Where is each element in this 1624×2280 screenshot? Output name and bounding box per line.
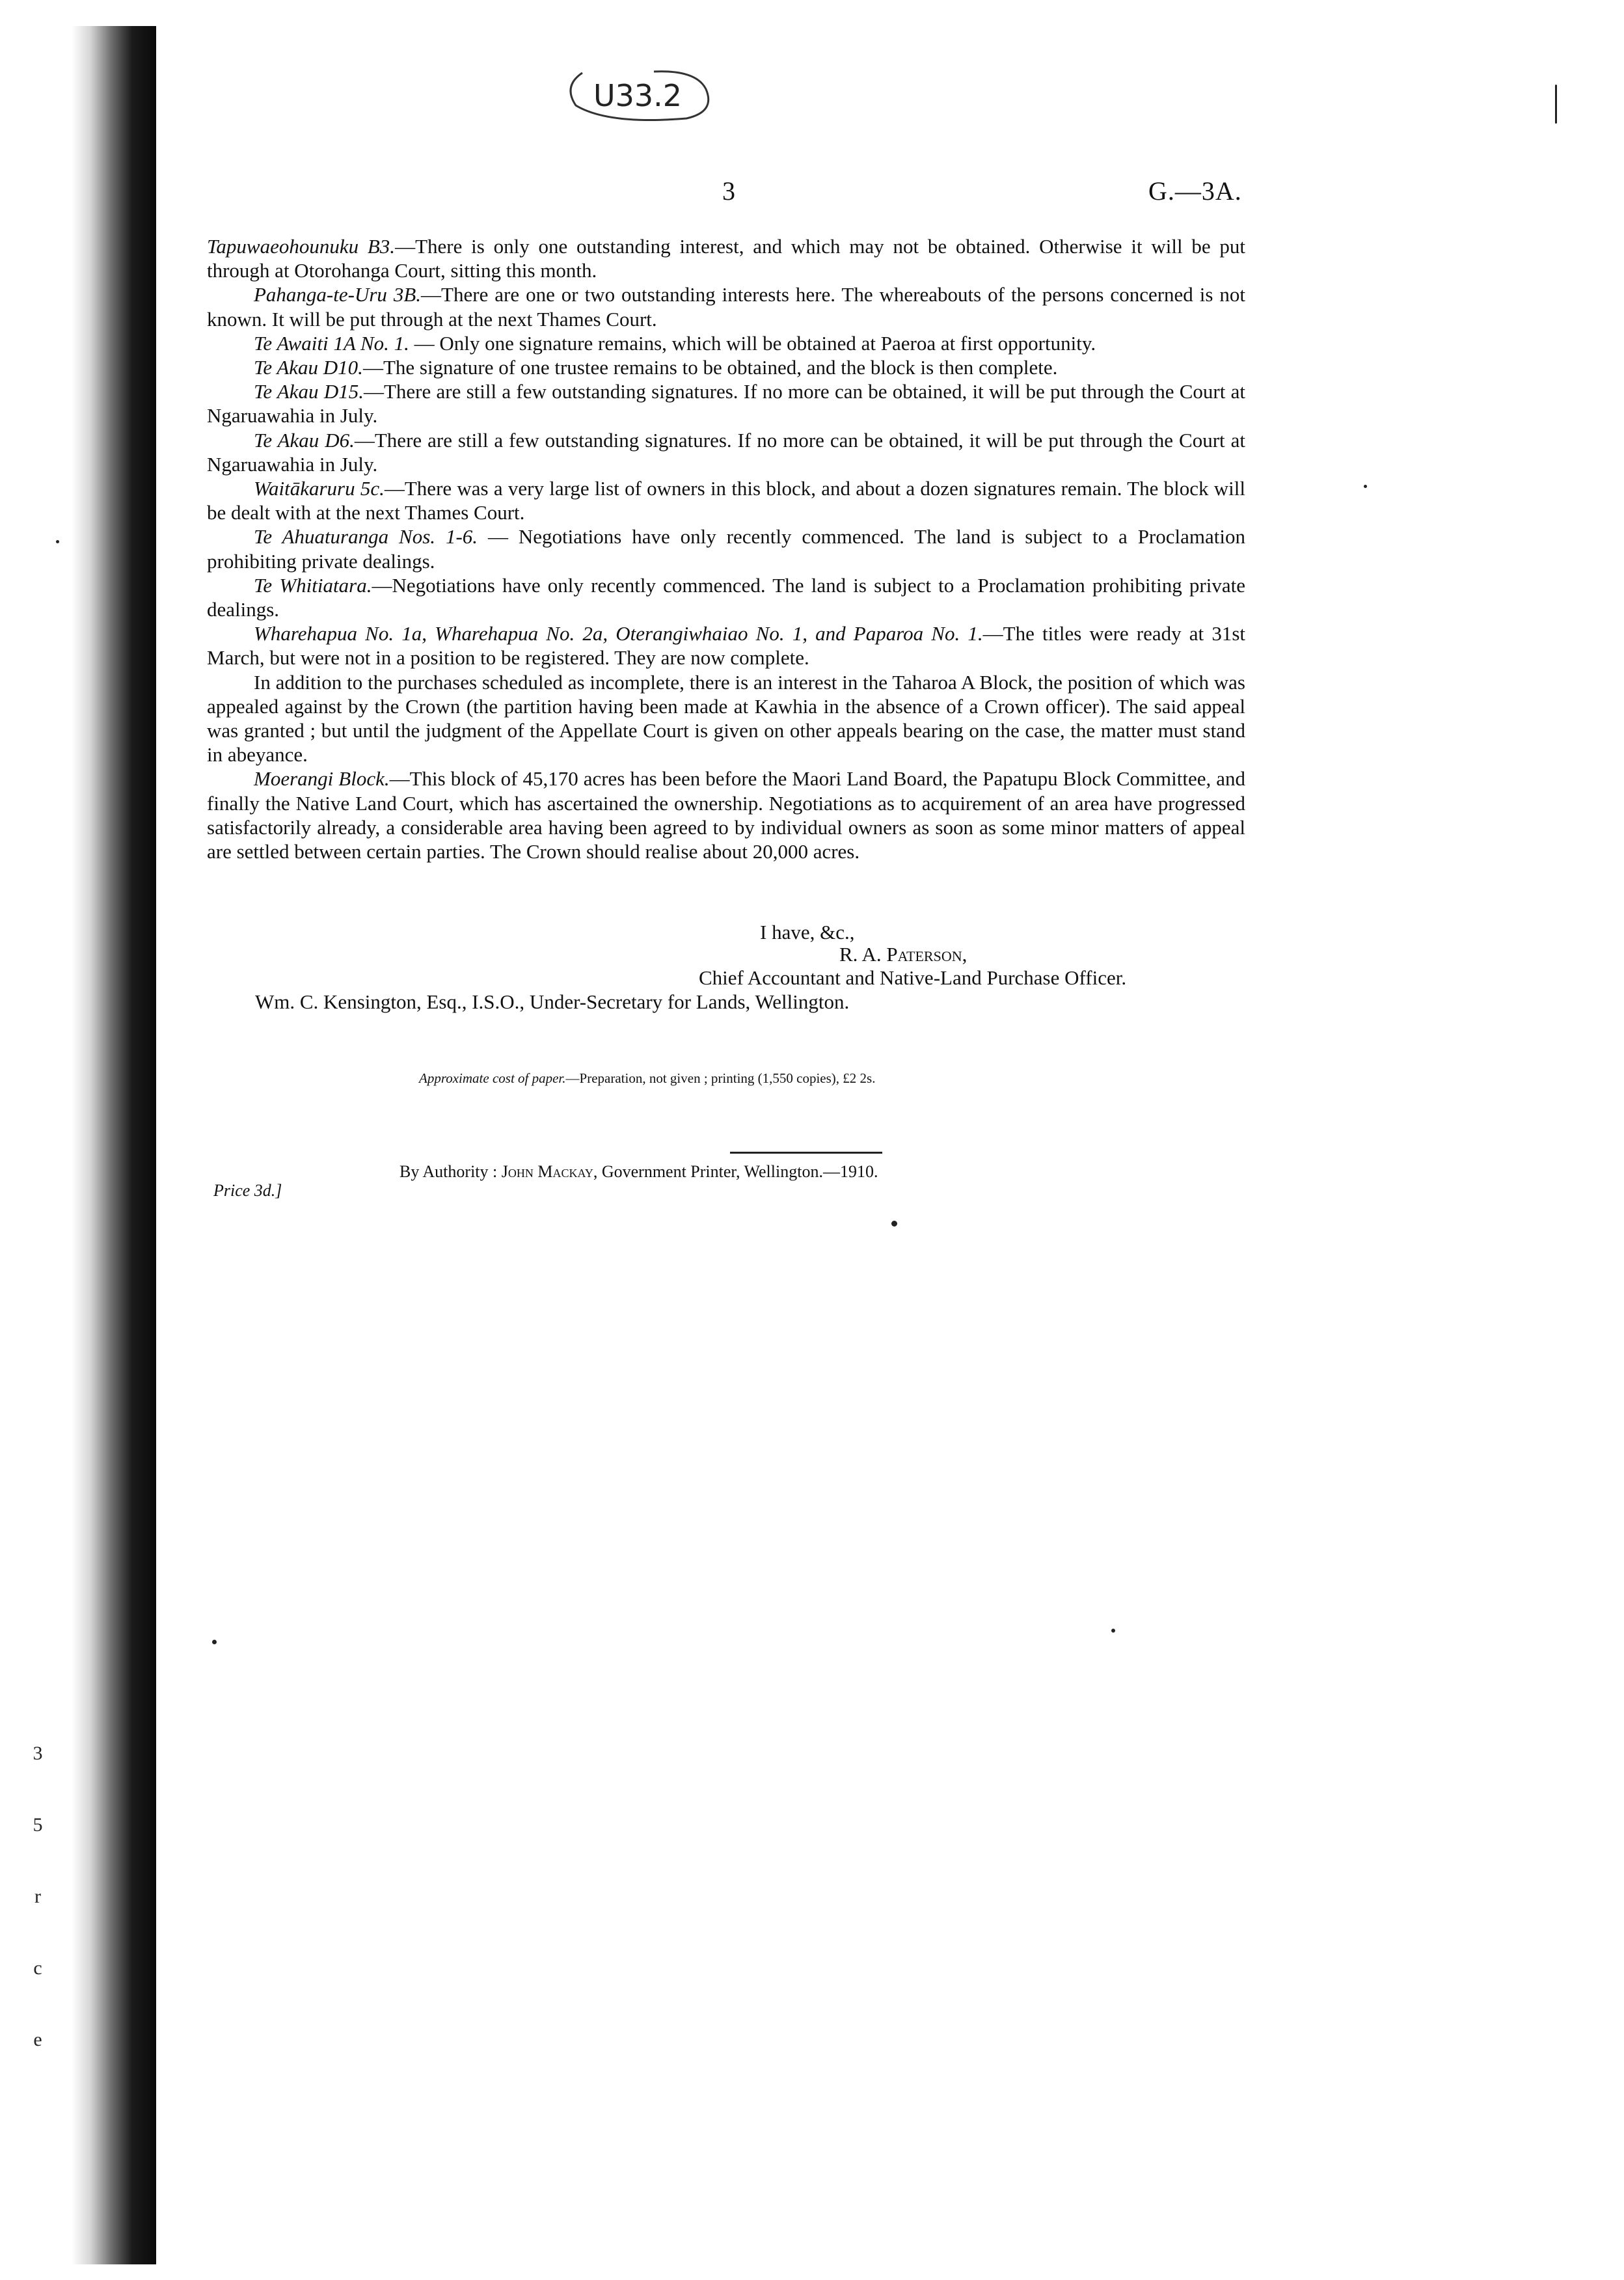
paragraph-title: Moerangi Block. [254,767,390,791]
scan-speck [1555,85,1557,124]
printer-imprint [399,1162,878,1182]
paragraph [207,355,1245,379]
page-number: 3 [722,176,735,206]
paragraph-text: —This block of 45,170 acres has been before the Maori Land Board, the Papatupu Block Committee, and finally the Native Land Court, which has ascertained the ownership. Negotiations as to acquirement of an area have progressed satisfactorily already, a considerable area having been agreed to by individual owners as soon as some minor matters of appeal are settled between certain parties. The Crown should realise about 20,000 acres. [207,767,1245,863]
paragraph-text: — Negotiations have only recently commenced. The land is subject to a Proclamation prohibiting private dealings. [207,525,1245,573]
imprint-suffix: , Government Printer, Wellington.—1910. [593,1162,878,1181]
addressee: Wm. C. Kensington, Esq., I.S.O., Under-Secretary for Lands, Wellington. [255,990,850,1013]
paragraph-text: —There are still a few outstanding signatures. If no more can be obtained, it will be put through the Court at Ngaruawahia in July. [207,380,1245,428]
paragraph-title: Te Akau D10. [254,356,363,379]
paragraph-title: Waitākaruru 5c. [254,477,385,500]
body-text [207,234,1245,863]
paragraph [207,670,1245,767]
paragraph-title: Te Awaiti 1A No. 1. [254,331,409,355]
paragraph [207,767,1245,863]
paragraph [207,621,1245,670]
cost-note [419,1070,875,1087]
archive-mark-text: U33.2 [593,78,683,113]
scan-speck [891,1221,897,1227]
price-note: Price 3d.] [213,1181,282,1200]
margin-letter: 5 [33,1814,43,1836]
imprint-prefix: By Authority : [399,1162,502,1181]
margin-letters [25,1718,51,2076]
paragraph-title: Te Akau D6. [254,428,355,452]
signatory-title: Chief Accountant and Native-Land Purchase Officer. [699,966,1127,989]
paragraph [207,234,1245,282]
paragraph-text: —There was a very large list of owners in this block, and about a dozen signatures remain. The block will be dealt with at the next Thames Court. [207,477,1245,524]
page-binding-edge [72,26,156,2264]
paragraph-text: —Negotiations have only recently commenced. The land is subject to a Proclamation prohibiting private dealings. [207,573,1245,621]
paragraph-title: Te Akau D15. [254,380,364,403]
paragraph-text: —There are one or two outstanding interests here. The whereabouts of the persons concerned is not known. It will be put through at the next Thames Court. [207,283,1245,331]
cost-label: Approximate cost of paper. [419,1070,566,1086]
document-code: G.—3A. [1148,176,1242,206]
scan-speck [212,1640,217,1644]
paragraph-title: Wharehapua No. 1a, Wharehapua No. 2a, Oterangiwhaiao No. 1, and Paparoa No. 1. [254,622,983,645]
printer-name: John Mackay [501,1162,593,1181]
paragraph-title: Tapuwaeohounuku B3. [207,235,396,258]
paragraph-title: Te Whitiatara. [254,573,372,597]
margin-letter: c [33,1957,42,1979]
paragraph [207,476,1245,524]
divider-rule [730,1152,882,1154]
paragraph-text: —There are still a few outstanding signatures. If no more can be obtained, it will be put through the Court at Ngaruawahia in July. [207,428,1245,476]
archive-stamp [556,60,719,131]
scan-speck [1111,1629,1115,1633]
paragraph [207,524,1245,573]
paragraph [207,573,1245,621]
paragraph-text: —There is only one outstanding interest, and which may not be obtained. Otherwise it will be put through at Otorohanga Court, sitting this month. [207,235,1246,282]
paragraph-text: —The signature of one trustee remains to be obtained, and the block is then complete. [362,356,1058,379]
margin-letter: 3 [33,1743,43,1764]
paragraph [207,331,1245,355]
scan-speck [1364,485,1367,488]
paragraph-text: In addition to the purchases scheduled as incomplete, there is an interest in the Taharoa A Block, the position of which was appealed against by the Crown (the partition having been made at Kawhia in the absence of a Crown officer). The said appeal was granted ; but until the judgment of the Appellate Court is given on other appeals bearing on the case, the matter must stand in abeyance. [207,670,1245,767]
scan-speck [56,540,59,543]
margin-letter: e [33,2029,42,2050]
paragraph [207,282,1245,331]
margin-letter: r [34,1886,41,1907]
closing-line: I have, &c., [760,921,855,943]
paragraph [207,379,1245,428]
paragraph-text: — Only one signature remains, which will be obtained at Paeroa at first opportunity. [409,331,1096,355]
paragraph-title: Te Ahuaturanga Nos. 1-6. [254,525,478,549]
signatory-name: R. A. Paterson, [839,943,968,966]
paragraph-title: Pahanga-te-Uru 3B. [254,283,422,306]
paragraph-text: —The titles were ready at 31st March, but were not in a position to be registered. They are now complete. [207,622,1246,670]
stamp-circle-icon [556,60,719,131]
cost-text: —Preparation, not given ; printing (1,550 copies), £2 2s. [565,1070,876,1086]
paragraph [207,428,1245,476]
